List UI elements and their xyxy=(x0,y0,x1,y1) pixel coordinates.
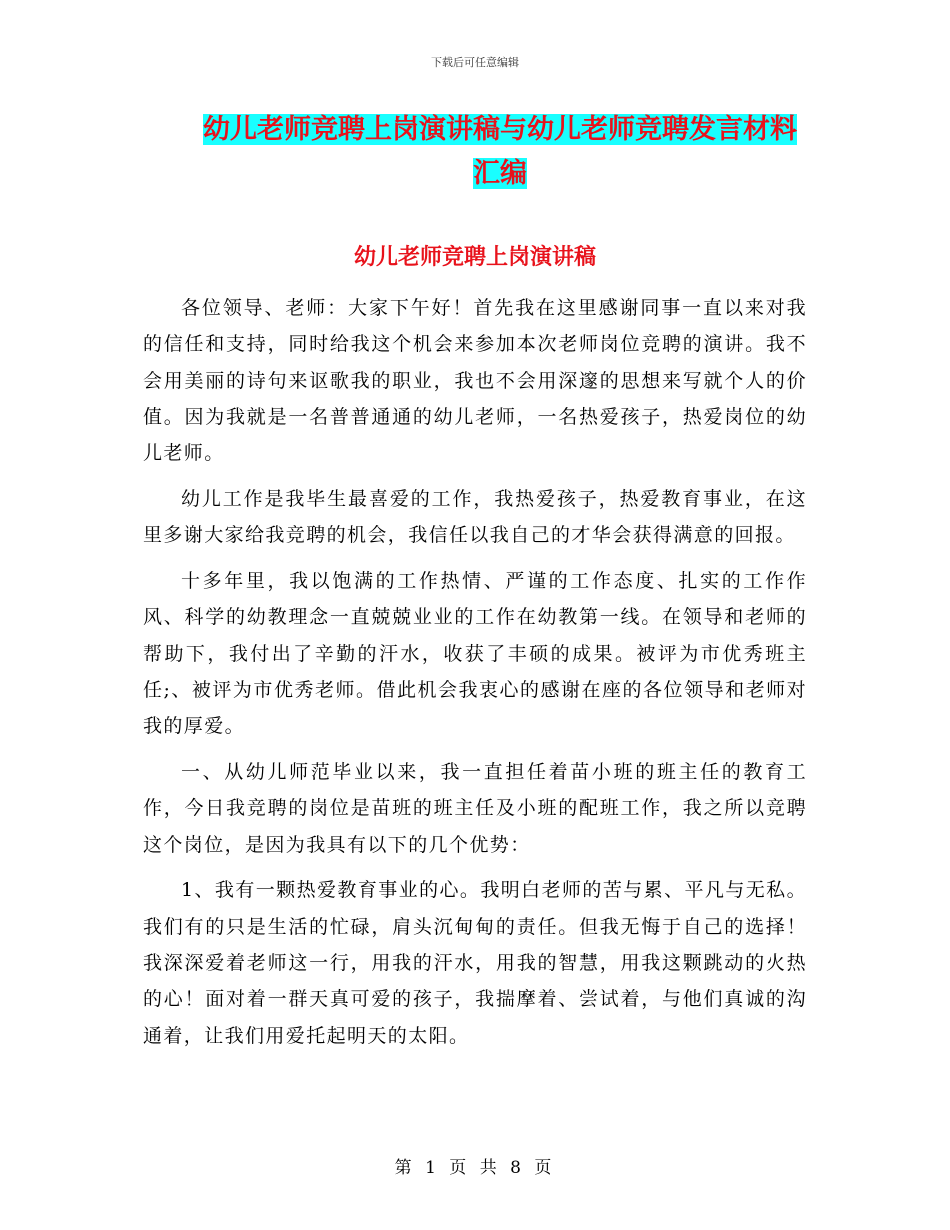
page-number-footer: 第 1 页 共 8 页 xyxy=(394,1158,556,1178)
document-title xyxy=(190,108,810,196)
body-paragraph: 幼儿工作是我毕生最喜爱的工作，我热爱孩子，热爱教育事业，在这里多谢大家给我竞聘的机会，我信任以我自己的才华会获得满意的回报。 xyxy=(143,487,807,547)
document-title-text: 幼儿老师竞聘上岗演讲稿与幼儿老师竞聘发言材料汇编 xyxy=(203,114,797,189)
body-paragraph: 1、我有一颗热爱教育事业的心。我明白老师的苦与累、平凡与无私。我们有的只是生活的忙碌，肩头沉甸甸的责任。但我无悔于自己的选择！我深深爱着老师这一行，用我的汗水，用我的智慧，用我这颗跳动的火热的心！面对着一群天真可爱的孩子，我揣摩着、尝试着，与他们真诚的沟通着，让我们用爱托起明天的太阳。 xyxy=(143,879,807,1047)
body-paragraph: 各位领导、老师：大家下午好！首先我在这里感谢同事一直以来对我的信任和支持，同时给我这个机会来参加本次老师岗位竞聘的演讲。我不会用美丽的诗句来讴歌我的职业，我也不会用深邃的思想来写就个人的价值。因为我就是一名普普通通的幼儿老师，一名热爱孩子，热爱岗位的幼儿老师。 xyxy=(143,297,807,465)
section-title: 幼儿老师竞聘上岗演讲稿 xyxy=(353,245,596,270)
page-header-note: 下载后可任意编辑 xyxy=(431,56,519,69)
document-body xyxy=(143,290,807,1063)
body-paragraph: 一、从幼儿师范毕业以来，我一直担任着苗小班的班主任的教育工作，今日我竞聘的岗位是苗班的班主任及小班的配班工作，我之所以竞聘这个岗位，是因为我具有以下的几个优势： xyxy=(143,761,807,856)
body-paragraph: 十多年里，我以饱满的工作热情、严谨的工作态度、扎实的工作作风、科学的幼教理念一直兢兢业业的工作在幼教第一线。在领导和老师的帮助下，我付出了辛勤的汗水，收获了丰硕的成果。被评为市优秀班主任;、被评为市优秀老师。借此机会我衷心的感谢在座的各位领导和老师对我的厚爱。 xyxy=(143,570,807,738)
